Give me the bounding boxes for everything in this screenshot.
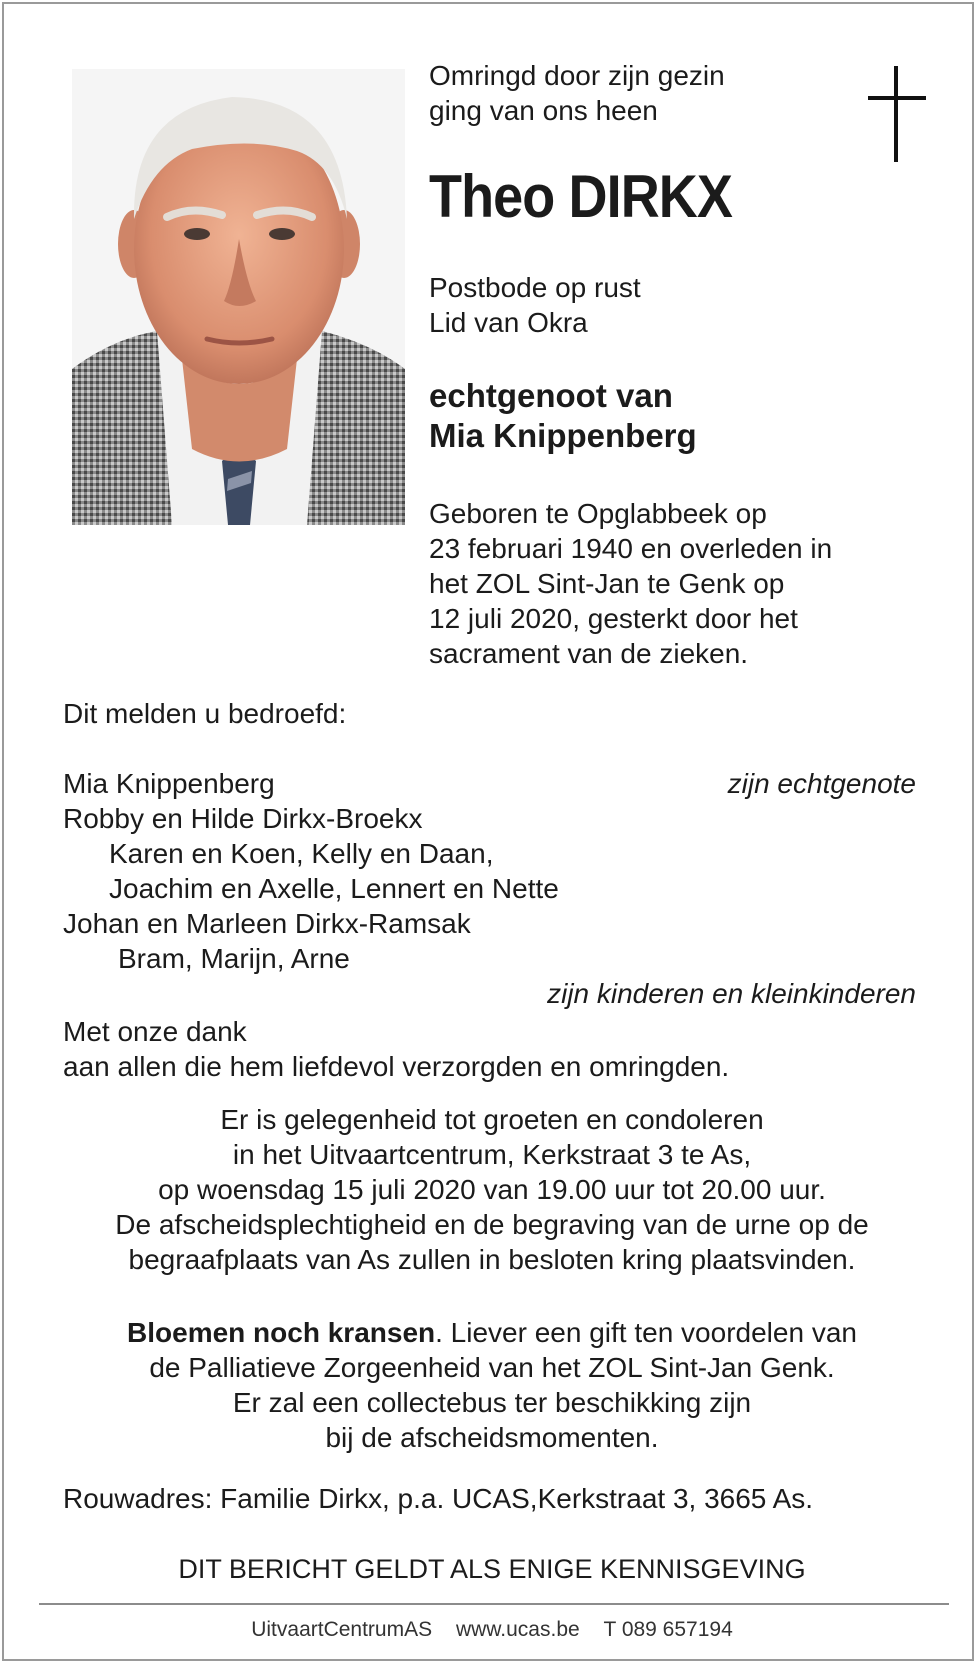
family-row (63, 871, 916, 906)
condolence-line: De afscheidsplechtigheid en de begraving van de urne op de (115, 1209, 869, 1240)
birth-line: het ZOL Sint-Jan te Genk op (429, 568, 785, 599)
family-row (63, 941, 916, 976)
family-member: Mia Knippenberg (63, 768, 275, 799)
thanks-line: aan allen die hem liefdevol verzorgden en omringden. (63, 1051, 730, 1082)
family-member: Karen en Koen, Kelly en Daan, (109, 838, 494, 869)
birth-line: 12 juli 2020, gesterkt door het (429, 603, 798, 634)
flowers-notice (44, 1315, 940, 1455)
condolence-line: op woensdag 15 juli 2020 van 19.00 uur tot 20.00 uur. (158, 1174, 826, 1205)
family-member: Johan en Marleen Dirkx-Ramsak (63, 908, 471, 939)
birth-death-details (429, 496, 832, 671)
spouse-line: Mia Knippenberg (429, 417, 697, 454)
birth-line: 23 februari 1940 en overleden in (429, 533, 833, 564)
role-line: Postbode op rust (429, 272, 641, 303)
family-row (63, 766, 916, 801)
relation-label: zijn echtgenote (727, 768, 916, 799)
cross-icon (868, 66, 926, 162)
family-row (63, 976, 916, 1011)
intro-text (429, 58, 725, 128)
family-member: Joachim en Axelle, Lennert en Nette (109, 873, 559, 904)
obituary-card (2, 2, 974, 1661)
mourning-address: Rouwadres: Familie Dirkx, p.a. UCAS,Kerkstraat 3, 3665 As. (63, 1483, 814, 1514)
flowers-line (44, 1315, 940, 1350)
footer-divider (39, 1603, 949, 1605)
relation-label: zijn kinderen en kleinkinderen (547, 978, 916, 1009)
flowers-bold: Bloemen noch kransen (127, 1317, 436, 1348)
family-row (63, 801, 916, 836)
family-list (63, 766, 916, 1011)
intro-line: Omringd door zijn gezin (429, 60, 725, 91)
flowers-line: de Palliatieve Zorgeenheid van het ZOL Sint-Jan Genk. (149, 1352, 835, 1383)
condolence-line: in het Uitvaartcentrum, Kerkstraat 3 te As, (232, 1139, 752, 1170)
flowers-rest: . Liever een gift ten voordelen van (435, 1317, 857, 1348)
family-member: Bram, Marijn, Arne (118, 943, 350, 974)
family-row (63, 836, 916, 871)
role-line: Lid van Okra (429, 307, 588, 338)
deceased-name: Theo DIRKX (429, 163, 733, 230)
condolence-info (44, 1102, 940, 1277)
thanks-line: Met onze dank (63, 1016, 247, 1047)
birth-line: sacrament van de zieken. (429, 638, 749, 669)
portrait-photo (72, 69, 405, 525)
family-member: Robby en Hilde Dirkx-Broekx (63, 803, 423, 834)
footer-phone: T 089 657194 (603, 1618, 733, 1641)
flowers-line: Er zal een collectebus ter beschikking zijn (232, 1387, 752, 1418)
roles (429, 270, 641, 340)
spouse-line: echtgenoot van (429, 377, 673, 414)
family-row (63, 906, 916, 941)
flowers-line: bij de afscheidsmomenten. (325, 1422, 659, 1453)
announcement-intro: Dit melden u bedroefd: (63, 698, 347, 729)
condolence-line: begraafplaats van As zullen in besloten kring plaatsvinden. (128, 1244, 856, 1275)
spouse-heading (429, 376, 697, 456)
footer-website[interactable]: www.ucas.be (455, 1618, 580, 1641)
thanks-text (63, 1014, 729, 1084)
footer (44, 1616, 940, 1644)
footer-company: UitvaartCentrumAS (251, 1618, 433, 1641)
sole-notice: DIT BERICHT GELDT ALS ENIGE KENNISGEVING (178, 1554, 806, 1584)
birth-line: Geboren te Opglabbeek op (429, 498, 767, 529)
condolence-line: Er is gelegenheid tot groeten en condoleren (220, 1104, 764, 1135)
intro-line: ging van ons heen (429, 95, 658, 126)
